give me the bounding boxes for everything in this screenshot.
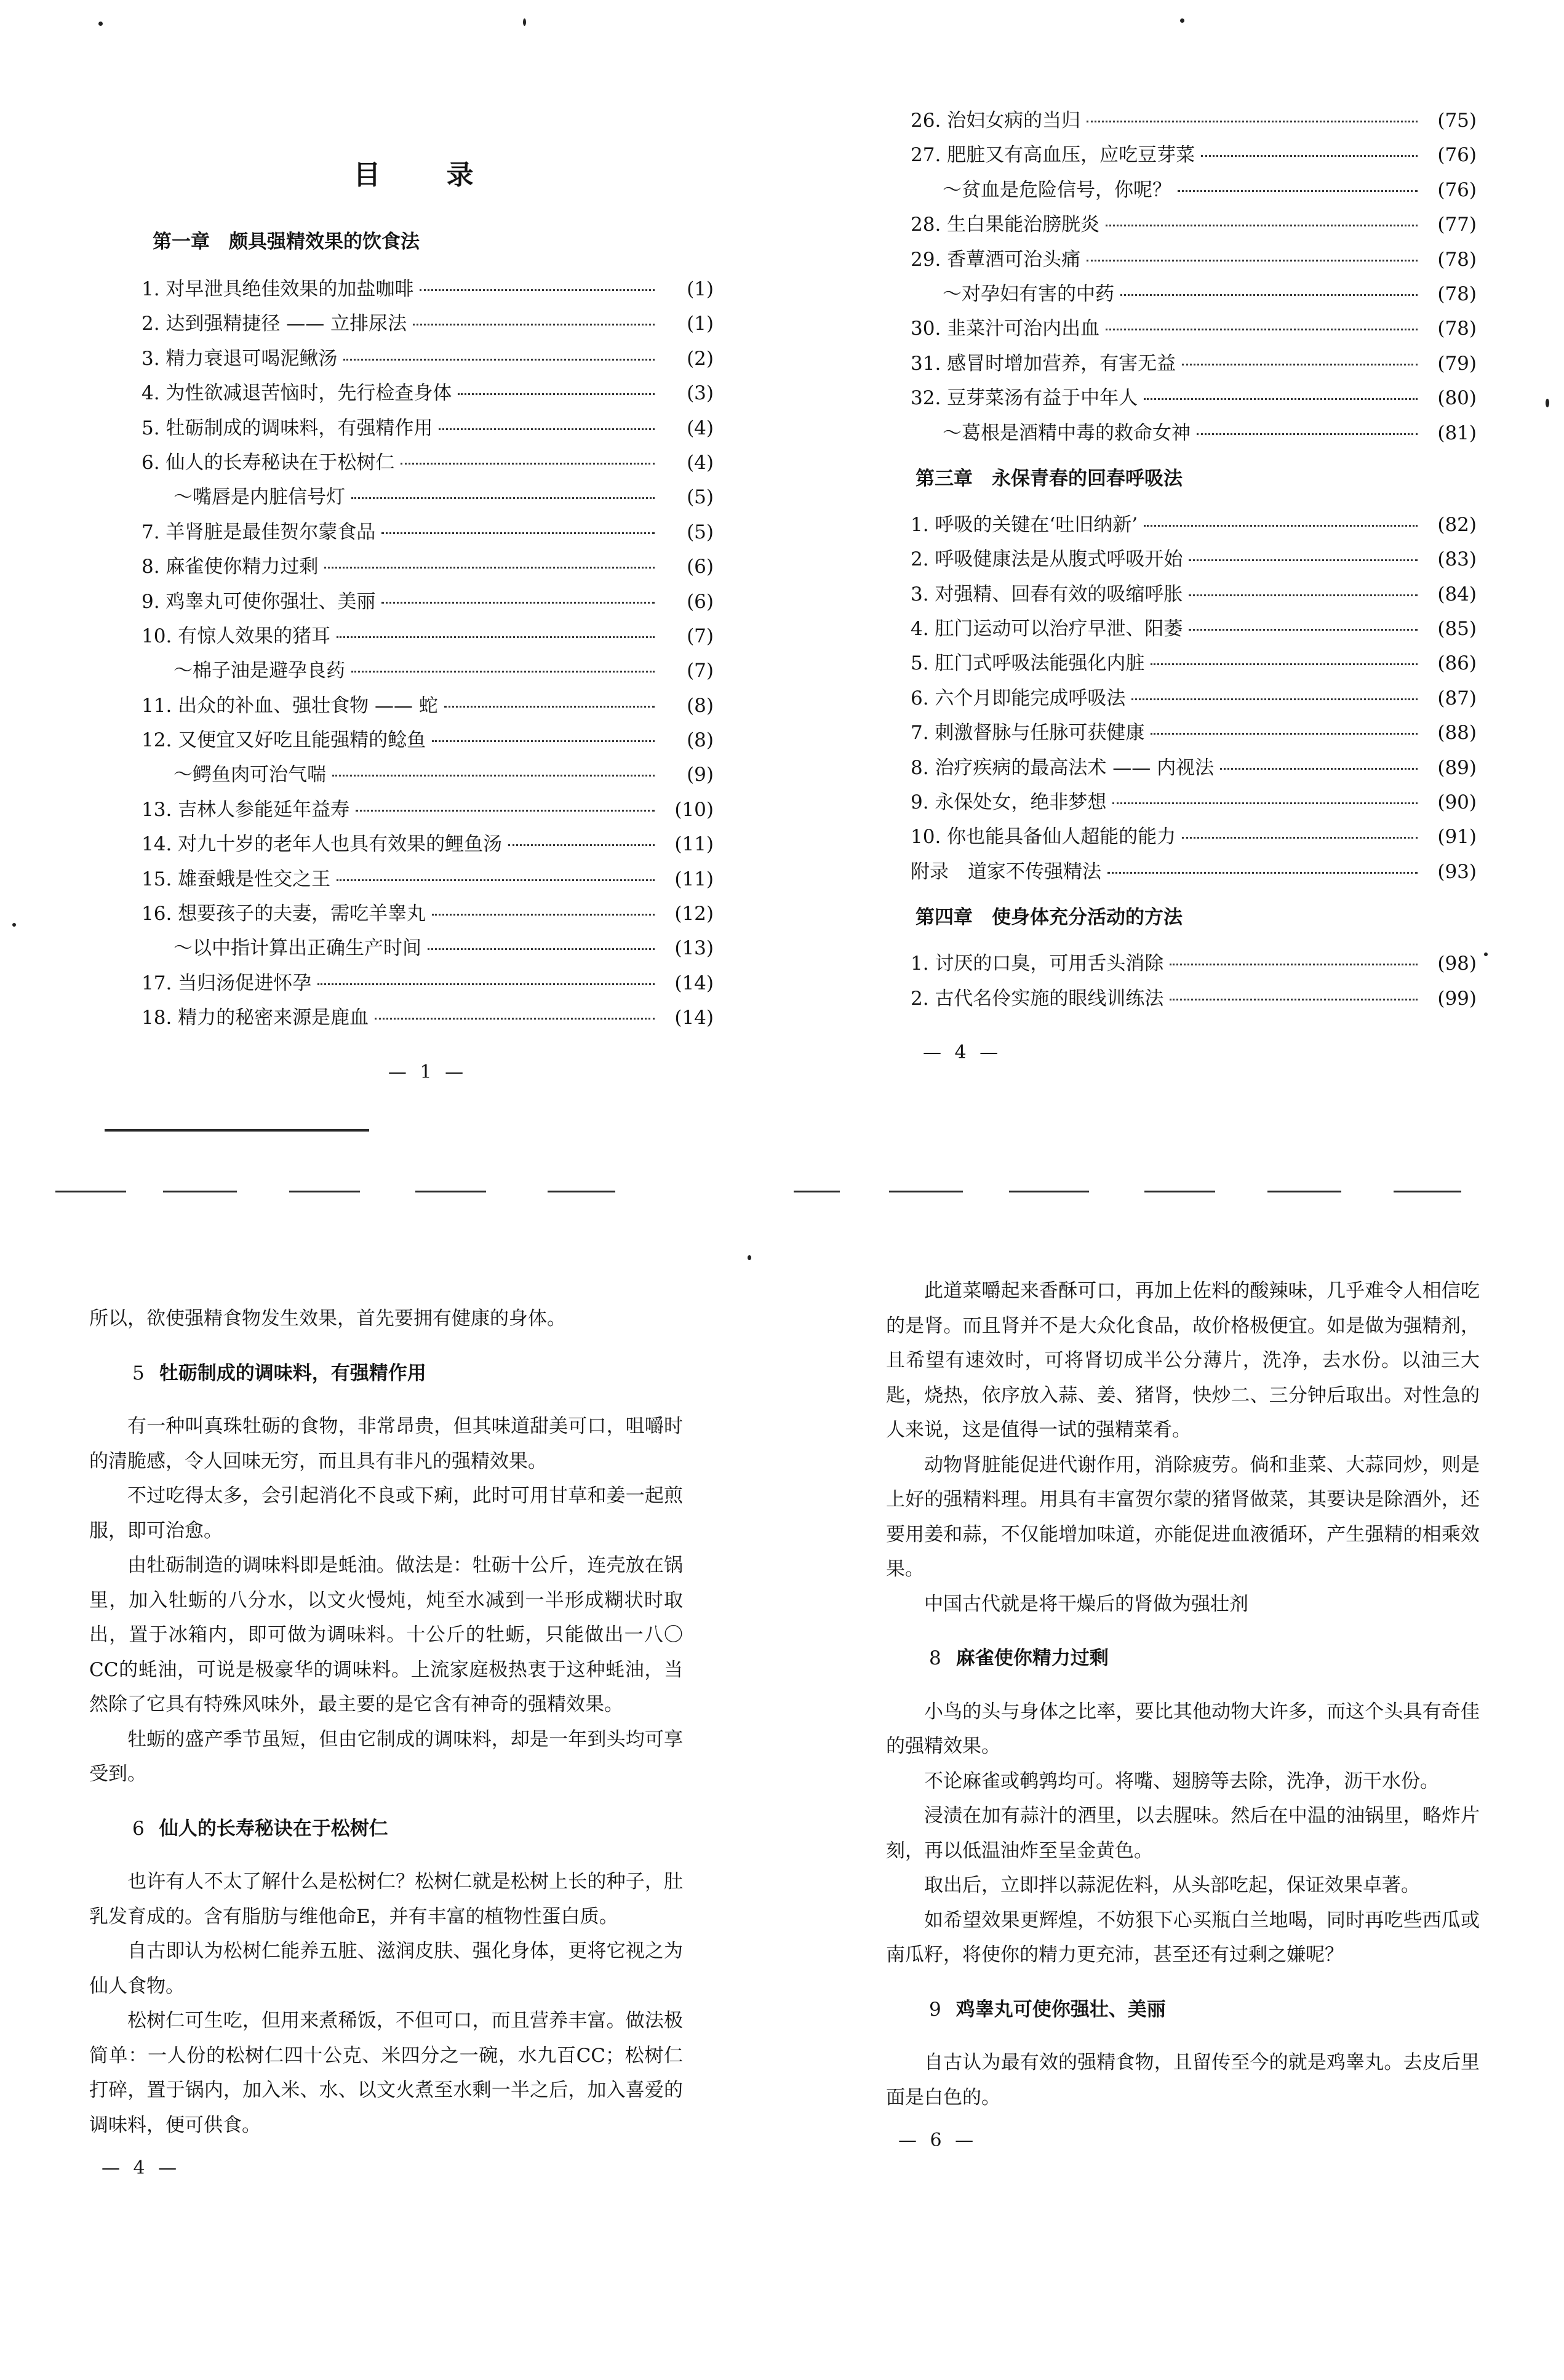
toc-entry xyxy=(142,967,714,1002)
toc-entry xyxy=(142,863,714,898)
chapter-heading: 第三章 永保青春的回春呼吸法 xyxy=(916,467,1183,490)
toc-entry-title: 3. 对强精、回春有效的吸缩呼胀 xyxy=(911,583,1183,605)
scan-speck xyxy=(1546,399,1549,407)
toc-entry-page: (76) xyxy=(1437,144,1477,167)
toc-entry-title: 1. 讨厌的口臭，可用舌头消除 xyxy=(911,952,1164,975)
toc-list xyxy=(911,948,1477,1017)
toc-entry-page: (79) xyxy=(1437,352,1477,375)
toc-page-4 xyxy=(911,105,1477,1063)
dot-leader xyxy=(1087,121,1418,122)
scan-divider xyxy=(1394,1191,1461,1192)
dot-leader xyxy=(356,810,655,812)
toc-entry-title: 9. 永保处女，绝非梦想 xyxy=(911,791,1107,814)
toc-entry-title: 29. 香蕈酒可治头痛 xyxy=(911,248,1081,271)
paragraph: 此道菜嚼起来香酥可口，再加上佐料的酸辣味，几乎难令人相信吃的是肾。而且肾并不是大众化食品，故价格极便宜。如是做为强精剂，且希望有速效时，可将肾切成半公分薄片，洗净，去水份。以油三大匙，烧热，依序放入蒜、姜、猪肾，快炒二、三分钟后取出。对性急的人来说，这是值得一试的强精菜肴。 xyxy=(886,1280,1480,1441)
toc-entry xyxy=(911,647,1477,682)
toc-entry-title: 8. 麻雀使你精力过剩 xyxy=(142,556,319,578)
scan-divider xyxy=(105,1129,369,1132)
dot-leader xyxy=(343,359,655,361)
toc-title: 目 录 xyxy=(353,159,502,191)
dot-leader xyxy=(420,289,655,291)
page-number: — 4 — xyxy=(923,1041,1002,1063)
toc-list xyxy=(911,509,1477,890)
paragraph: 浸渍在加有蒜汁的酒里，以去腥味。然后在中温的油锅里，略炸片刻，再以低温油炸至呈金黄色。 xyxy=(886,1805,1480,1862)
toc-entry xyxy=(911,509,1477,543)
toc-entry xyxy=(911,983,1477,1017)
toc-entry-title: 6. 仙人的长寿秘诀在于松树仁 xyxy=(142,451,395,474)
toc-entry xyxy=(911,174,1477,209)
toc-entry-page: (87) xyxy=(1437,687,1477,709)
scan-divider xyxy=(889,1191,963,1192)
toc-entry xyxy=(142,1002,714,1036)
toc-entry xyxy=(142,377,714,412)
toc-entry-title: 附录 道家不传强精法 xyxy=(911,860,1101,883)
paragraph: 松树仁可生吃，但用来煮稀饭，不但可口，而且营养丰富。做法极简单：一人份的松树仁四十公克、米四分之一碗，水九百CC；松树仁打碎，置于锅内，加入米、水、以文火煮至水剩一半之后，加入喜爱的调味料，便可供食。 xyxy=(89,2010,683,2136)
toc-entry-page: (3) xyxy=(687,382,714,405)
toc-entry-title: 31. 感冒时增加营养，有害无益 xyxy=(911,352,1176,375)
toc-entry-title: ～贫血是危险信号，你呢？ xyxy=(943,178,1171,201)
toc-entry xyxy=(142,481,714,516)
toc-entry-page: (8) xyxy=(687,694,714,717)
toc-entry xyxy=(142,932,714,967)
dot-leader xyxy=(1189,629,1418,631)
toc-list xyxy=(142,273,714,1037)
toc-entry-title: 9. 鸡睾丸可使你强壮、美丽 xyxy=(142,590,376,613)
toc-entry xyxy=(142,898,714,932)
dot-leader xyxy=(375,1018,655,1020)
dot-leader xyxy=(1197,433,1418,435)
toc-entry-page: (78) xyxy=(1437,317,1477,340)
toc-entry-page: (2) xyxy=(687,347,714,370)
toc-entry xyxy=(911,105,1477,139)
paragraph: 自古即认为松树仁能养五脏、滋润皮肤、强化身体，更将它视之为仙人食物。 xyxy=(89,1940,683,1997)
section-title: 牡砺制成的调味料，有强精作用 xyxy=(159,1362,426,1384)
toc-entry-page: (77) xyxy=(1437,214,1477,236)
toc-entry xyxy=(142,551,714,585)
toc-entry xyxy=(911,382,1477,417)
toc-entry-page: (83) xyxy=(1437,548,1477,571)
toc-entry-title: 12. 又便宜又好吃且能强精的鲶鱼 xyxy=(142,729,426,752)
section-heading xyxy=(132,1356,683,1391)
paragraph: 所以，欲使强精食物发生效果，首先要拥有健康的身体。 xyxy=(89,1308,566,1330)
dot-leader xyxy=(1189,594,1418,596)
toc-entry xyxy=(142,724,714,759)
toc-entry-title: 7. 羊肾脏是最佳贺尔蒙食品 xyxy=(142,521,376,543)
dot-leader xyxy=(1170,999,1418,1000)
toc-entry-page: (89) xyxy=(1437,756,1477,779)
toc-entry-page: (12) xyxy=(674,903,714,925)
toc-entry-title: 5. 牡砺制成的调味料，有强精作用 xyxy=(142,417,433,439)
dot-leader xyxy=(381,602,655,604)
dot-leader xyxy=(337,636,655,638)
dot-leader xyxy=(1182,364,1418,365)
toc-entry xyxy=(911,209,1477,243)
dot-leader xyxy=(428,948,655,950)
dot-leader xyxy=(1107,872,1418,874)
paragraph: 由牡砺制造的调味料即是蚝油。做法是：牡砺十公斤，连壳放在锅里，加入牡蛎的八分水，以文火慢炖，炖至水减到一半形成糊状时取出，置于冰箱内，即可做为调味料。十公斤的牡蛎，只能做出一八〇CC的蚝油，可说是极豪华的调味料。上流家庭极热衷于这种蚝油，当然除了它具有特殊风味外，最主要的是它含有神奇的强精效果。 xyxy=(89,1554,683,1715)
section-heading xyxy=(929,1641,1480,1676)
toc-entry xyxy=(142,273,714,308)
toc-entry-title: 3. 精力衰退可喝泥鳅汤 xyxy=(142,347,338,370)
toc-entry-page: (5) xyxy=(687,521,714,543)
dot-leader xyxy=(508,844,655,846)
dot-leader xyxy=(351,671,655,673)
toc-entry xyxy=(142,343,714,377)
toc-entry-page: (75) xyxy=(1437,110,1477,132)
text-page-6 xyxy=(886,1274,1480,2158)
toc-entry-page: (82) xyxy=(1437,513,1477,536)
toc-entry xyxy=(911,821,1477,855)
toc-entry-title: 2. 达到强精捷径 —— 立排尿法 xyxy=(142,313,407,335)
scan-divider xyxy=(415,1191,486,1192)
toc-entry xyxy=(911,313,1477,347)
section-heading xyxy=(132,1811,683,1847)
section-title: 麻雀使你精力过剩 xyxy=(956,1647,1109,1669)
toc-entry xyxy=(142,586,714,620)
toc-entry xyxy=(142,620,714,655)
dot-leader xyxy=(1144,525,1418,527)
dot-leader xyxy=(324,567,655,569)
toc-entry xyxy=(911,348,1477,382)
dot-leader xyxy=(1106,329,1418,330)
paragraph: 不论麻雀或鹌鹑均可。将嘴、翅膀等去除，洗净，沥干水份。 xyxy=(924,1770,1439,1792)
toc-entry xyxy=(142,516,714,551)
toc-entry xyxy=(911,752,1477,786)
toc-entry-page: (86) xyxy=(1437,652,1477,675)
toc-entry-title: ～鳄鱼肉可治气喘 xyxy=(174,764,326,786)
dot-leader xyxy=(381,532,655,534)
page-number: — 1 — xyxy=(388,1061,468,1083)
section-number: 5 xyxy=(132,1362,145,1384)
toc-entry-page: (14) xyxy=(674,972,714,994)
toc-entry-page: (7) xyxy=(687,625,714,647)
toc-entry xyxy=(142,447,714,481)
scan-divider xyxy=(55,1191,126,1192)
toc-entry-page: (84) xyxy=(1437,583,1477,605)
scan-speck xyxy=(748,1255,751,1260)
toc-entry xyxy=(911,244,1477,278)
scan-divider xyxy=(289,1191,360,1192)
toc-entry-page: (6) xyxy=(687,590,714,613)
toc-entry-title: 10. 有惊人效果的猪耳 xyxy=(142,625,331,647)
toc-entry-title: 32. 豆芽菜汤有益于中年人 xyxy=(911,387,1138,410)
page-number: — 6 — xyxy=(898,2130,978,2151)
toc-entry-page: (76) xyxy=(1437,178,1477,201)
paragraph: 也许有人不太了解什么是松树仁？松树仁就是松树上长的种子，肚乳发育成的。含有脂肪与维他命E，并有丰富的植物性蛋白质。 xyxy=(89,1871,683,1928)
scan-speck xyxy=(523,18,526,26)
toc-entry-title: 10. 你也能具备仙人超能的能力 xyxy=(911,826,1176,849)
dot-leader xyxy=(432,740,655,742)
toc-entry xyxy=(911,786,1477,821)
section-number: 6 xyxy=(132,1817,145,1840)
toc-entry-page: (78) xyxy=(1437,248,1477,271)
toc-entry-title: 26. 治妇女病的当归 xyxy=(911,110,1081,132)
toc-entry-title: 7. 刺激督脉与任脉可获健康 xyxy=(911,722,1145,745)
paragraph: 牡蛎的盛产季节虽短，但由它制成的调味料，却是一年到头均可享受到。 xyxy=(89,1728,683,1785)
paragraph: 动物肾脏能促进代谢作用，消除疲劳。倘和韭菜、大蒜同炒，则是上好的强精料理。用具有丰富贺尔蒙的猪肾做菜，其要诀是除酒外，还要用姜和蒜，不仅能增加味道，亦能促进血液循环，产生强精的相乘效果。 xyxy=(886,1453,1480,1580)
dot-leader xyxy=(413,324,655,325)
toc-entry-page: (81) xyxy=(1437,421,1477,444)
dot-leader xyxy=(1131,698,1418,700)
chapter-heading: 第一章 颇具强精效果的饮食法 xyxy=(153,231,420,253)
toc-entry-title: 4. 为性欲减退苦恼时，先行检查身体 xyxy=(142,382,452,405)
toc-entry xyxy=(911,139,1477,174)
toc-entry-title: 2. 古代名伶实施的眼线训练法 xyxy=(911,987,1164,1010)
toc-entry xyxy=(911,543,1477,578)
toc-entry-title: ～棉子油是避孕良药 xyxy=(174,660,345,682)
dot-leader xyxy=(432,914,655,916)
toc-entry-title: 1. 对早泄具绝佳效果的加盐咖啡 xyxy=(142,278,414,300)
section-title: 鸡睾丸可使你强壮、美丽 xyxy=(956,1998,1166,2021)
scan-divider xyxy=(548,1191,615,1192)
toc-entry-page: (4) xyxy=(687,417,714,439)
dot-leader xyxy=(317,983,655,985)
toc-entry-page: (9) xyxy=(687,764,714,786)
toc-entry xyxy=(142,794,714,828)
toc-entry xyxy=(142,308,714,342)
toc-entry xyxy=(911,717,1477,751)
dot-leader xyxy=(1144,398,1418,400)
toc-entry-page: (6) xyxy=(687,556,714,578)
toc-list xyxy=(911,105,1477,452)
dot-leader xyxy=(1189,559,1418,561)
section-number: 9 xyxy=(929,1998,941,2021)
toc-entry xyxy=(142,759,714,793)
toc-entry-title: ～嘴唇是内脏信号灯 xyxy=(174,486,345,509)
toc-entry-title: 1. 呼吸的关键在‘吐旧纳新’ xyxy=(911,513,1138,536)
section-heading xyxy=(929,1992,1480,2027)
toc-entry-title: 28. 生白果能治膀胱炎 xyxy=(911,214,1100,236)
toc-entry-title: 8. 治疗疾病的最高法术 —— 内视法 xyxy=(911,756,1215,779)
toc-entry-title: 17. 当归汤促进怀孕 xyxy=(142,972,312,994)
toc-entry xyxy=(142,828,714,863)
toc-entry-title: 14. 对九十岁的老年人也具有效果的鲤鱼汤 xyxy=(142,833,503,856)
toc-entry xyxy=(142,690,714,724)
toc-entry-page: (10) xyxy=(674,798,714,821)
toc-entry-title: 27. 肥脏又有高血压，应吃豆芽菜 xyxy=(911,144,1195,167)
dot-leader xyxy=(1178,190,1418,192)
dot-leader xyxy=(332,775,655,777)
scan-divider xyxy=(1009,1191,1089,1192)
toc-entry-title: ～葛根是酒精中毒的救命女神 xyxy=(943,421,1191,444)
paragraph: 小鸟的头与身体之比率，要比其他动物大许多，而这个头具有奇佳的强精效果。 xyxy=(886,1700,1480,1757)
paragraph: 自古认为最有效的强精食物，且留传至今的就是鸡睾丸。去皮后里面是白色的。 xyxy=(886,2051,1480,2109)
scan-divider xyxy=(1144,1191,1215,1192)
toc-entry-page: (1) xyxy=(687,278,714,300)
dot-leader xyxy=(458,393,655,395)
page-number: — 4 — xyxy=(102,2157,181,2179)
dot-leader xyxy=(1170,964,1418,965)
paragraph: 有一种叫真珠牡砺的食物，非常昂贵，但其味道甜美可口，咀嚼时的清脆感，令人回味无穷，而且具有非凡的强精效果。 xyxy=(89,1415,683,1472)
toc-entry-page: (1) xyxy=(687,313,714,335)
toc-entry-page: (14) xyxy=(674,1007,714,1029)
dot-leader xyxy=(1106,225,1418,226)
toc-entry-page: (98) xyxy=(1437,952,1477,975)
toc-entry-page: (4) xyxy=(687,451,714,474)
toc-entry-page: (99) xyxy=(1437,987,1477,1010)
toc-entry-page: (7) xyxy=(687,660,714,682)
section-title: 仙人的长寿秘诀在于松树仁 xyxy=(159,1817,388,1840)
scan-speck xyxy=(1484,952,1488,956)
toc-entry-page: (11) xyxy=(674,833,714,856)
scan-speck xyxy=(1180,18,1184,23)
toc-entry-title: 6. 六个月即能完成呼吸法 xyxy=(911,687,1126,709)
toc-entry-title: 16. 想要孩子的夫妻，需吃羊睾丸 xyxy=(142,903,426,925)
scan-divider xyxy=(1267,1191,1341,1192)
toc-entry-title: 4. 肛门运动可以治疗早泄、阳萎 xyxy=(911,618,1183,641)
toc-entry xyxy=(142,655,714,689)
toc-entry xyxy=(911,613,1477,647)
toc-page-1 xyxy=(142,105,714,1083)
toc-entry xyxy=(911,578,1477,613)
dot-leader xyxy=(439,428,655,430)
toc-entry-title: 30. 韭菜汁可治内出血 xyxy=(911,317,1100,340)
toc-entry-page: (78) xyxy=(1437,282,1477,305)
toc-entry-page: (13) xyxy=(674,937,714,960)
dot-leader xyxy=(351,497,655,499)
toc-entry-title: ～以中指计算出正确生产时间 xyxy=(174,937,421,960)
scan-divider xyxy=(794,1191,840,1192)
toc-entry-title: 5. 肛门式呼吸法能强化内脏 xyxy=(911,652,1145,675)
dot-leader xyxy=(337,879,655,881)
toc-entry-page: (5) xyxy=(687,486,714,509)
dot-leader xyxy=(1220,768,1418,770)
toc-entry-page: (90) xyxy=(1437,791,1477,814)
section-number: 8 xyxy=(929,1647,941,1669)
dot-leader xyxy=(401,463,655,465)
dot-leader xyxy=(1151,733,1418,735)
chapter-heading: 第四章 使身体充分活动的方法 xyxy=(916,906,1183,929)
dot-leader xyxy=(1151,663,1418,665)
toc-entry-title: 15. 雄蚕蛾是性交之王 xyxy=(142,868,331,890)
toc-entry-title: 2. 呼吸健康法是从腹式呼吸开始 xyxy=(911,548,1183,571)
toc-entry-title: 18. 精力的秘密来源是鹿血 xyxy=(142,1007,369,1029)
text-page-4 xyxy=(89,1301,683,2186)
scan-divider xyxy=(163,1191,237,1192)
paragraph: 取出后，立即拌以蒜泥佐料，从头部吃起，保证效果卓著。 xyxy=(924,1874,1420,1896)
toc-entry-page: (8) xyxy=(687,729,714,752)
toc-entry-page: (80) xyxy=(1437,387,1477,410)
toc-entry-page: (91) xyxy=(1437,826,1477,849)
dot-leader xyxy=(1112,802,1418,804)
dot-leader xyxy=(1201,155,1418,157)
toc-entry-title: 13. 吉林人参能延年益寿 xyxy=(142,798,350,821)
toc-entry-title: ～对孕妇有害的中药 xyxy=(943,282,1114,305)
toc-entry xyxy=(911,856,1477,890)
dot-leader xyxy=(444,706,655,708)
toc-entry xyxy=(911,417,1477,452)
toc-entry xyxy=(911,948,1477,982)
scan-speck xyxy=(12,923,16,927)
toc-entry xyxy=(911,682,1477,717)
toc-entry xyxy=(142,412,714,447)
dot-leader xyxy=(1182,837,1418,839)
dot-leader xyxy=(1120,294,1418,296)
toc-entry-page: (85) xyxy=(1437,618,1477,641)
scan-speck xyxy=(98,22,103,26)
toc-entry xyxy=(911,278,1477,313)
paragraph: 中国古代就是将干燥后的肾做为强壮剂 xyxy=(924,1592,1248,1615)
toc-entry-page: (88) xyxy=(1437,722,1477,745)
toc-entry-title: 11. 出众的补血、强壮食物 —— 蛇 xyxy=(142,694,438,717)
dot-leader xyxy=(1087,260,1418,262)
paragraph: 不过吃得太多，会引起消化不良或下痢，此时可用甘草和姜一起煎服，即可治愈。 xyxy=(89,1485,683,1542)
toc-entry-page: (93) xyxy=(1437,860,1477,883)
toc-entry-page: (11) xyxy=(674,868,714,890)
paragraph: 如希望效果更辉煌，不妨狠下心买瓶白兰地喝，同时再吃些西瓜或南瓜籽，将使你的精力更充沛，甚至还有过剩之嫌呢？ xyxy=(886,1909,1480,1966)
